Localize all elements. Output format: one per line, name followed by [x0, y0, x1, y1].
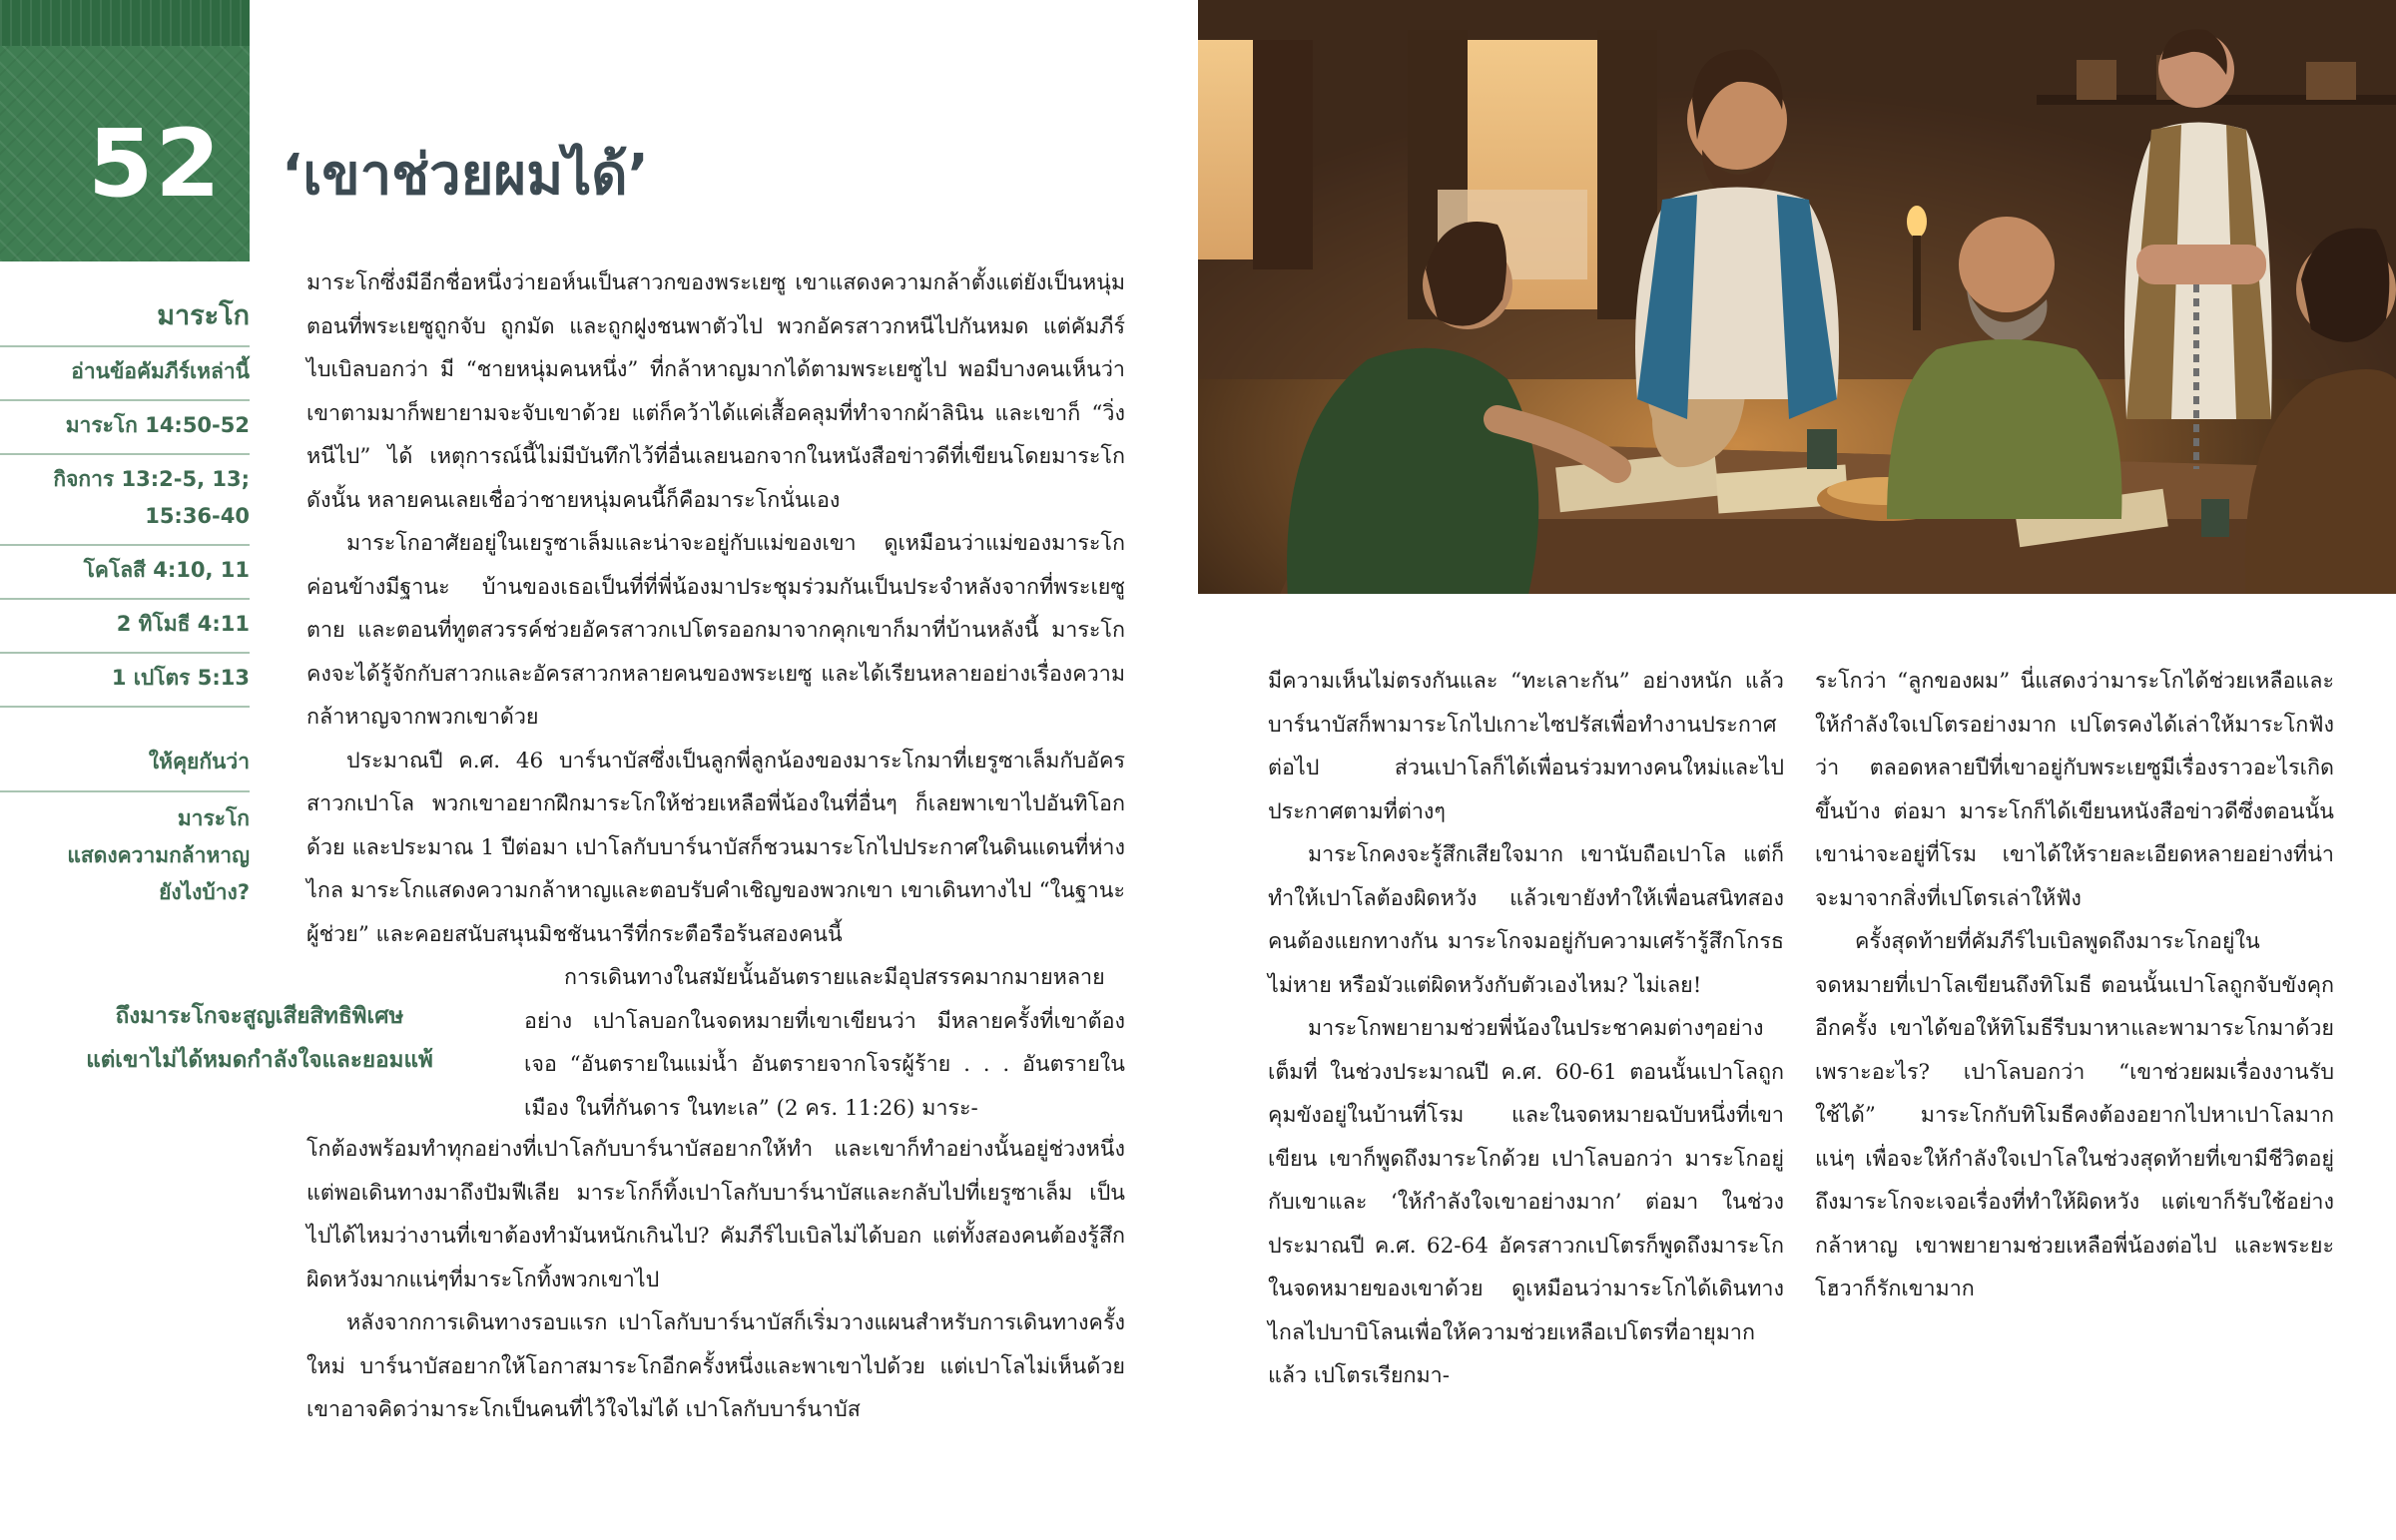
- sidebar-person-name: มาระโก: [157, 300, 250, 331]
- page-title: ‘เขาช่วยผมได้’: [282, 143, 649, 208]
- lesson-number-block: [0, 0, 250, 261]
- paragraph: โกต้องพร้อมทำทุกอย่างที่เปาโลกับบาร์นาบัสอยากให้ทำ และเขาก็ทำอย่างนั้นอยู่ช่วงหนึ่ง แต่พอเดินทางมาถึงปัมฟีเลีย มาระโกก็ทิ้งเปาโลกับบาร์นาบัสและกลับไปที่เยรูซาเล็ม เป็นไปได้ไหมว่างานที่เขาต้องทำมันหนักเกินไป? คัมภีร์ไบเบิลไม่ได้บอก แต่ทั้งสองคนต้องรู้สึกผิดหวังมากแน่ๆที่มาระโกทิ้งพวกเขาไป: [306, 1137, 1125, 1292]
- paragraph: มาระโกซึ่งมีอีกชื่อหนึ่งว่ายอห์นเป็นสาวกของพระเยซู เขาแสดงความกล้าตั้งแต่ยังเป็นหนุ่ม ตอนที่พระเยซูถูกจับ ถูกมัด และถูกฝูงชนพาตัวไป พวกอัครสาวกหนีไปกันหมด แต่คัมภีร์ไบเบิลบอกว่า มี “ชายหนุ่มคนหนึ่ง” ที่กล้าหาญมากได้ตามพระเยซูไป พอมีบางคนเห็นว่าเขาตามมาก็พยายามจะจับเขาด้วย แต่ก็คว้าได้แค่เสื้อคลุมที่ทำจากผ้าลินิน และเขาก็ “วิ่งหนีไป” ได้ เหตุการณ์นี้ไม่มีบันทึกไว้ที่อื่นเลยนอกจากในหนังสือข่าวดีที่เขียนโดยมาระโก ดังนั้น หลายคนเลยเชื่อว่าชายหนุ่มคนนี้ก็คือมาระโกนั่นเอง: [306, 270, 1125, 513]
- text-column-1: [306, 261, 1125, 956]
- illustration: [1198, 0, 2396, 594]
- scripture-reference[interactable]: มาระโก 14:50-52: [0, 399, 250, 453]
- sidebar-divider: [0, 706, 250, 738]
- question-line: ยังไงบ้าง?: [159, 880, 250, 904]
- sidebar: [0, 261, 250, 911]
- text-column-3: [1815, 660, 2334, 1311]
- text-column-1-continued: [306, 1128, 1125, 1432]
- scripture-reference[interactable]: [0, 453, 250, 544]
- paragraph: หลังจากการเดินทางรอบแรก เปาโลกับบาร์นาบัสก็เริ่มวางแผนสำหรับการเดินทางครั้งใหม่ บาร์นาบัสอยากให้โอกาสมาระโกอีกครั้งหนึ่งและพาเขาไปด้วย แต่เปาโลไม่เห็นด้วย เขาอาจคิดว่ามาระโกเป็นคนที่ไว้ใจไม่ได้ เปาโลกับบาร์นาบัส: [306, 1310, 1125, 1422]
- scripture-reference[interactable]: 2 ทิโมธี 4:11: [0, 598, 250, 652]
- paragraph: การเดินทางในสมัยนั้นอันตรายและมีอุปสรรคมากมายหลายอย่าง เปาโลบอกในจดหมายที่เขาเขียนว่า มีหลายครั้งที่เขาต้องเจอ “อันตรายในแม่น้ำ อันตรายจากโจรผู้ร้าย . . . อันตรายในเมือง ในที่กันดาร ในทะเล” (2 คร. 11:26) มาระ-: [524, 965, 1125, 1121]
- pull-quote: [40, 994, 479, 1082]
- discussion-label: ให้คุยกันว่า: [148, 750, 250, 773]
- sidebar-read-label: อ่านข้อคัมภีร์เหล่านี้: [0, 345, 250, 399]
- text-column-2: [1268, 660, 1784, 1398]
- paragraph: ครั้งสุดท้ายที่คัมภีร์ไบเบิลพูดถึงมาระโกอยู่ในจดหมายที่เปาโลเขียนถึงทิโมธี ตอนนั้นเปาโลถูกจับขังคุกอีกครั้ง เขาได้ขอให้ทิโมธีรีบมาหาและพามาระโกมาด้วย เพราะอะไร? เปาโลบอกว่า “เขาช่วยผมเรื่องงานรับใช้ได้” มาระโกกับทิโมธีคงต้องอยากไปหาเปาโลมากแน่ๆ เพื่อจะให้กำลังใจเปาโลในช่วงสุดท้ายที่เขามีชีวิตอยู่ ถึงมาระโกจะเจอเรื่องที่ทำให้ผิดหวัง แต่เขาก็รับใช้อย่างกล้าหาญ เขาพยายามช่วยเหลือพี่น้องต่อไป และพระยะโฮวาก็รักเขามาก: [1815, 929, 2334, 1301]
- paragraph: มาระโกพยายามช่วยพี่น้องในประชาคมต่างๆอย่างเต็มที่ ในช่วงประมาณปี ค.ศ. 60-61 ตอนนั้นเปาโลถูกคุมขังอยู่ในบ้านที่โรม และในจดหมายฉบับหนึ่งที่เขาเขียน เขาก็พูดถึงมาระโกด้วย เปาโลบอกว่า มาระโกอยู่กับเขาและ ‘ให้กำลังใจเขาอย่างมาก’ ต่อมา ในช่วงประมาณปี ค.ศ. 62-64 อัครสาวกเปโตรก็พูดถึงมาระโกในจดหมายของเขาด้วย ดูเหมือนว่ามาระโกได้เดินทางไกลไปบาบิโลนเพื่อให้ความช่วยเหลือเปโตรที่อายุมากแล้ว เปโตรเรียกมา-: [1268, 1016, 1784, 1388]
- paragraph: ประมาณปี ค.ศ. 46 บาร์นาบัสซึ่งเป็นลูกพี่ลูกน้องของมาระโกมาที่เยรูซาเล็มกับอัครสาวกเปาโล พวกเขาอยากฝึกมาระโกให้ช่วยเหลือพี่น้องในที่อื่นๆ ก็เลยพาเขาไปอันทิโอกด้วย และประมาณ 1 ปีต่อมา เปาโลกับบาร์นาบัสก็ชวนมาระโกไปประกาศในดินแดนที่ห่างไกล มาระโกแสดงความกล้าหาญและตอบรับคำเชิญของพวกเขา เขาเดินทางไป “ในฐานะผู้ช่วย” และคอยสนับสนุนมิชชันนารีที่กระตือรือร้นสองคนนี้: [306, 748, 1125, 947]
- paragraph: มาระโกอาศัยอยู่ในเยรูซาเล็มและน่าจะอยู่กับแม่ของเขา ดูเหมือนว่าแม่ของมาระโกค่อนข้างมีฐานะ บ้านของเธอเป็นที่ที่พี่น้องมาประชุมร่วมกันเป็นประจำหลังจากที่พระเยซูตาย และตอนที่ทูตสวรรค์ช่วยอัครสาวกเปโตรออกมาจากคุกเขาก็มาที่บ้านหลังนี้ มาระโกคงจะได้รู้จักกับสาวกและอัครสาวกหลายคนของพระเยซู และได้เรียนหลายอย่างเรื่องความกล้าหาญจากพวกเขาด้วย: [306, 531, 1125, 730]
- decorative-band: [0, 0, 250, 46]
- scripture-reference-line: กิจการ 13:2-5, 13;: [53, 467, 250, 491]
- text-column-1-wrap: [524, 956, 1125, 1130]
- paragraph: ระโกว่า “ลูกของผม” นี่แสดงว่ามาระโกได้ช่วยเหลือและให้กำลังใจเปโตรอย่างมาก เปโตรคงได้เล่าให้มาระโกฟังว่า ตลอดหลายปีที่เขาอยู่กับพระเยซูมีเรื่องราวอะไรเกิดขึ้นบ้าง ต่อมา มาระโกก็ได้เขียนหนังสือข่าวดีซึ่งตอนนั้นเขาน่าจะอยู่ที่โรม เขาได้ให้รายละเอียดหลายอย่างที่น่าจะมาจากสิ่งที่เปโตรเล่าให้ฟัง: [1815, 669, 2334, 911]
- lesson-number: 52: [88, 110, 223, 219]
- paragraph: มีความเห็นไม่ตรงกันและ “ทะเลาะกัน” อย่างหนัก แล้วบาร์นาบัสก็พามาระโกไปเกาะไซปรัสเพื่อทำงานประกาศต่อไป ส่วนเปาโลก็ได้เพื่อนร่วมทางคนใหม่และไปประกาศตามที่ต่างๆ: [1268, 669, 1784, 824]
- scene-illustration: [1198, 0, 2396, 594]
- question-line: มาระโก: [177, 806, 250, 830]
- paragraph: มาระโกคงจะรู้สึกเสียใจมาก เขานับถือเปาโล แต่ก็ทำให้เปาโลต้องผิดหวัง แล้วเขายังทำให้เพื่อนสนิทสองคนต้องแยกทางกัน มาระโกจมอยู่กับความเศร้ารู้สึกโกรธไม่หาย หรือมัวแต่ผิดหวังกับตัวเองไหม? ไม่เลย!: [1268, 842, 1784, 998]
- pull-quote-line: แต่เขาไม่ได้หมดกำลังใจและยอมแพ้: [86, 1047, 433, 1073]
- scripture-reference[interactable]: โคโลสี 4:10, 11: [0, 544, 250, 598]
- scripture-reference-line: 15:36-40: [145, 504, 250, 528]
- scripture-reference[interactable]: 1 เปโตร 5:13: [0, 652, 250, 706]
- pull-quote-line: ถึงมาระโกจะสูญเสียสิทธิพิเศษ: [115, 1003, 404, 1029]
- discussion-question: [0, 790, 250, 911]
- question-line: แสดงความกล้าหาญ: [67, 843, 250, 867]
